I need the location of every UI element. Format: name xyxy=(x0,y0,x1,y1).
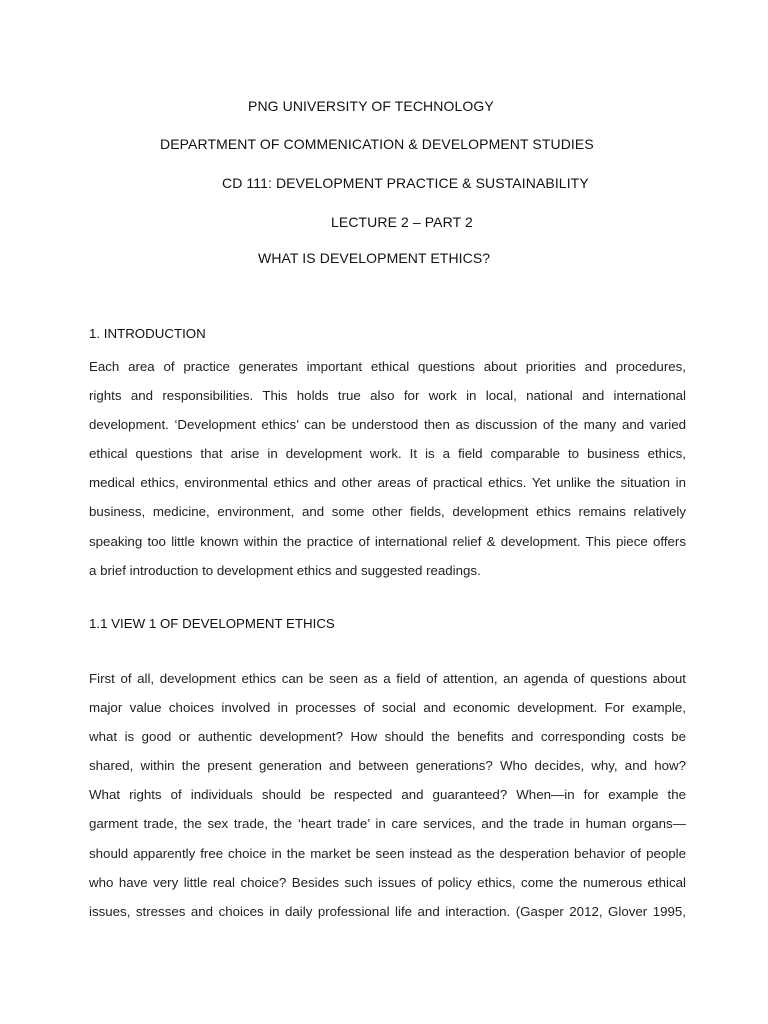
paragraph-line: a brief introduction to development ethics and suggested readings. xyxy=(89,562,481,578)
paragraph-line: speaking too little known within the practice of international relief & development. This piece offers xyxy=(89,533,686,549)
introduction-paragraph xyxy=(89,352,686,585)
course-heading: CD 111: DEVELOPMENT PRACTICE & SUSTAINABILITY xyxy=(222,175,589,191)
topic-heading: WHAT IS DEVELOPMENT ETHICS? xyxy=(258,250,491,266)
paragraph-line: shared, within the present generation and between generations? Who decides, why, and how? xyxy=(89,758,686,774)
paragraph-line: what is good or authentic development? How should the benefits and corresponding costs be xyxy=(89,729,686,745)
paragraph-line: rights and responsibilities. This holds true also for work in local, national and international xyxy=(89,388,686,404)
paragraph-line: should apparently free choice in the market be seen instead as the desperation behavior of people xyxy=(89,845,686,861)
paragraph-line: development. ‘Development ethics’ can be understood then as discussion of the many and varied xyxy=(89,417,686,433)
paragraph-line: business, medicine, environment, and some other fields, development ethics remains relatively xyxy=(89,504,686,520)
paragraph-line: medical ethics, environmental ethics and other areas of practical ethics. Yet unlike the situation in xyxy=(89,475,686,491)
paragraph-line: issues, stresses and choices in daily professional life and interaction. (Gasper 2012, Glover 1995, xyxy=(89,903,686,919)
paragraph-line: who have very little real choice? Besides such issues of policy ethics, come the numerous ethical xyxy=(89,874,686,890)
department-heading: DEPARTMENT OF COMMENICATION & DEVELOPMENT STUDIES xyxy=(160,136,594,152)
paragraph-line: Each area of practice generates important ethical questions about priorities and procedures, xyxy=(89,359,686,374)
university-heading: PNG UNIVERSITY OF TECHNOLOGY xyxy=(248,98,494,114)
lecture-heading: LECTURE 2 – PART 2 xyxy=(331,214,473,230)
paragraph-line: ethical questions that arise in development work. It is a field comparable to business ethics, xyxy=(89,446,686,462)
paragraph-line: major value choices involved in processes of social and economic development. For example, xyxy=(89,700,686,716)
section-heading-view-1: 1.1 VIEW 1 OF DEVELOPMENT ETHICS xyxy=(89,616,335,631)
section-heading-introduction: 1. INTRODUCTION xyxy=(89,326,206,341)
paragraph-line: What rights of individuals should be respected and guaranteed? When—in for example the xyxy=(89,787,686,803)
paragraph-line: First of all, development ethics can be seen as a field of attention, an agenda of questions about xyxy=(89,671,686,686)
paragraph-line: garment trade, the sex trade, the ‘heart trade’ in care services, and the trade in human organs— xyxy=(89,816,686,832)
view-1-paragraph xyxy=(89,664,686,926)
